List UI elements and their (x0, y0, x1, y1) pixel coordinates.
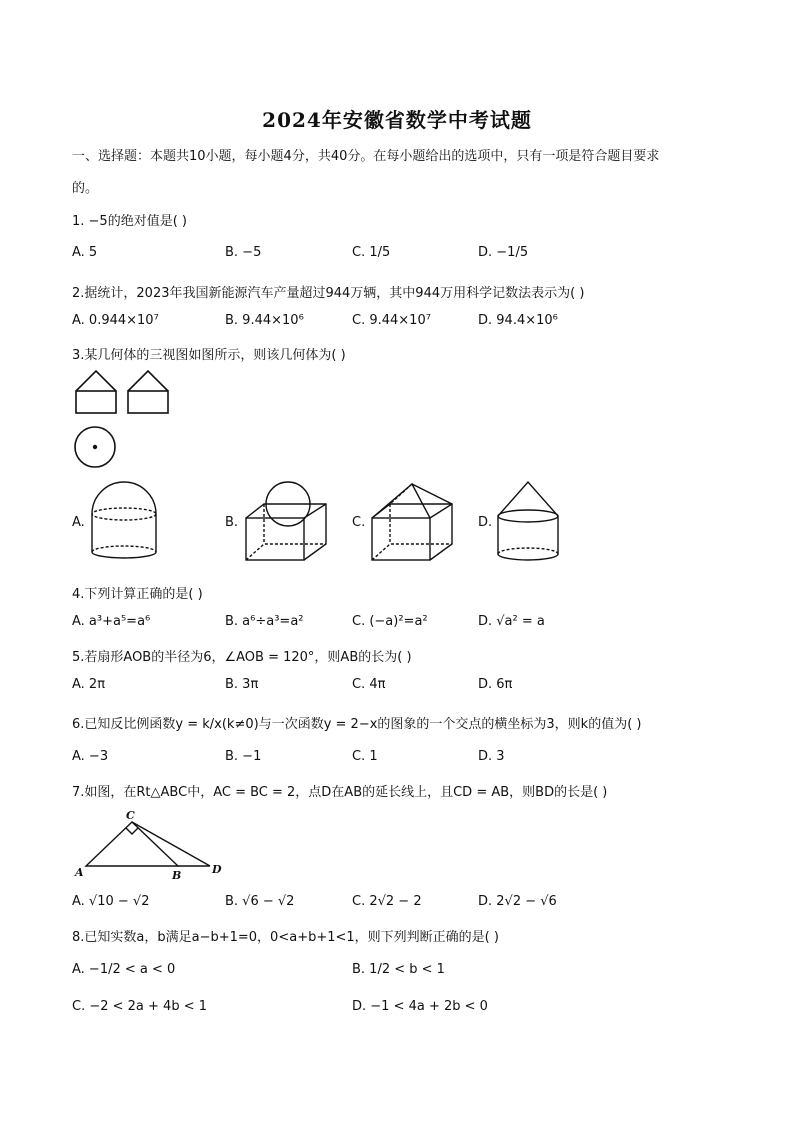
q1-option-d: D. −1/5 (478, 245, 529, 260)
page-title: 2024年安徽省数学中考试题 (262, 108, 532, 132)
triangle-figure (70, 806, 230, 882)
q2-option-d: D. 94.4×10⁶ (478, 313, 558, 328)
pyramid-on-cube-icon (366, 478, 461, 566)
q8-option-b: B. 1/2 < b < 1 (352, 962, 445, 977)
q4-option-c: C. (−a)²=a² (352, 614, 428, 629)
q7-option-d: D. 2√2 − √6 (478, 894, 557, 909)
hemisphere-cylinder-icon (86, 478, 166, 566)
q5-option-a: A. 2π (72, 677, 106, 692)
sphere-on-cube-icon (240, 478, 335, 566)
top-view-icon (75, 427, 115, 467)
q8-option-d: D. −1 < 4a + 2b < 0 (352, 999, 488, 1014)
label-d: D (212, 863, 222, 876)
label-a: A (75, 866, 84, 879)
q4-option-d: D. √a² = a (478, 614, 545, 629)
section-intro-line1: 一、选择题：本题共10小题，每小题4分，共40分。在每小题给出的选项中，只有一项是符合题目要求 (72, 149, 660, 164)
question-2-stem: 2.据统计，2023年我国新能源汽车产量超过944万辆，其中944万用科学记数法表示为( ) (72, 286, 585, 301)
question-3-stem: 3.某几何体的三视图如图所示，则该几何体为( ) (72, 348, 346, 363)
q3-option-a: A. (72, 515, 85, 530)
q5-option-d: D. 6π (478, 677, 513, 692)
q3-option-c: C. (352, 515, 366, 530)
q7-option-c: C. 2√2 − 2 (352, 894, 422, 909)
q7-option-b: B. √6 − √2 (225, 894, 295, 909)
q5-option-b: B. 3π (225, 677, 259, 692)
section-intro-line2: 的。 (72, 181, 99, 196)
q5-option-c: C. 4π (352, 677, 386, 692)
q4-option-a: A. a³+a⁵=a⁶ (72, 614, 151, 629)
question-6-stem: 6.已知反比例函数y = k/x(k≠0)与一次函数y = 2−x的图象的一个交点的横坐标为3，则k的值为( ) (72, 717, 642, 732)
label-c: C (126, 809, 135, 822)
q6-option-b: B. −1 (225, 749, 262, 764)
q3-option-b: B. (225, 515, 239, 530)
q2-option-a: A. 0.944×10⁷ (72, 313, 159, 328)
q8-option-a: A. −1/2 < a < 0 (72, 962, 176, 977)
question-4-stem: 4.下列计算正确的是( ) (72, 587, 203, 602)
q6-option-c: C. 1 (352, 749, 378, 764)
q1-option-b: B. −5 (225, 245, 262, 260)
q7-option-a: A. √10 − √2 (72, 894, 150, 909)
q8-option-c: C. −2 < 2a + 4b < 1 (72, 999, 208, 1014)
question-5-stem: 5.若扇形AOB的半径为6，∠AOB = 120°，则AB的长为( ) (72, 650, 412, 665)
front-view-icon (76, 371, 116, 413)
q4-option-b: B. a⁶÷a³=a² (225, 614, 304, 629)
q1-option-c: C. 1/5 (352, 245, 391, 260)
q2-option-c: C. 9.44×10⁷ (352, 313, 431, 328)
q3-option-d: D. (478, 515, 493, 530)
side-view-icon (128, 371, 168, 413)
cone-on-cylinder-icon (492, 478, 566, 566)
question-8-stem: 8.已知实数a，b满足a−b+1=0，0<a+b+1<1，则下列判断正确的是( ) (72, 930, 499, 945)
q6-option-d: D. 3 (478, 749, 505, 764)
q6-option-a: A. −3 (72, 749, 109, 764)
three-views-figure (70, 365, 180, 475)
q1-option-a: A. 5 (72, 245, 98, 260)
label-b: B (172, 869, 182, 882)
q2-option-b: B. 9.44×10⁶ (225, 313, 304, 328)
question-1-stem: 1. −5的绝对值是( ) (72, 214, 187, 229)
question-7-stem: 7.如图，在Rt△ABC中，AC = BC = 2，点D在AB的延长线上，且CD = AB，则BD的长是( ) (72, 785, 608, 800)
